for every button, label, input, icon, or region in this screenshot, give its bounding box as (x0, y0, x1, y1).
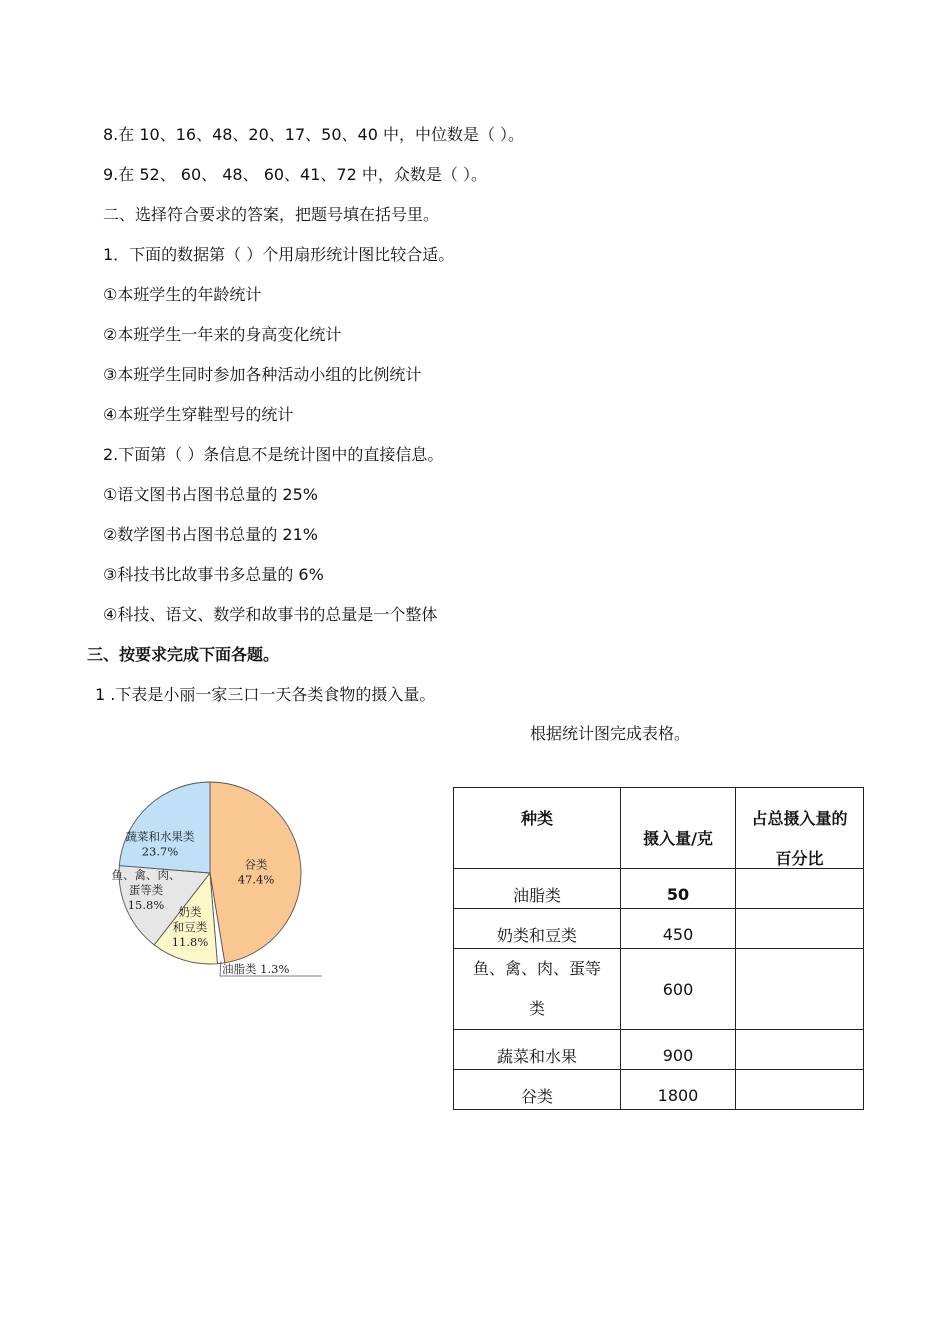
header-percent: 占总摄入量的 百分比 (736, 788, 864, 869)
pie-name-label: 和豆类 (172, 920, 208, 934)
table-row (454, 1030, 864, 1070)
cell-kind-line: 鱼、禽、肉、蛋等 (472, 959, 601, 978)
pie-name-label: 蛋等类 (128, 883, 164, 897)
option-1: ①语文图书占图书总量的 25% (103, 485, 318, 504)
pie-value-label: 47.4% (237, 872, 275, 887)
cell-amount: 1800 (621, 1070, 736, 1110)
cell-amount: 50 (621, 869, 736, 909)
cell-percent-blank[interactable] (736, 869, 864, 909)
food-intake-table (453, 787, 864, 1110)
cell-amount: 450 (621, 909, 736, 949)
table-row (454, 1070, 864, 1110)
section-3-question-1: 1 .下表是小丽一家三口一天各类食物的摄入量。 (95, 685, 436, 704)
section-2-heading: 二、选择符合要求的答案，把题号填在括号里。 (103, 205, 440, 224)
cell-kind: 油脂类 (454, 869, 621, 909)
header-amount: 摄入量/克 (621, 788, 736, 869)
section-3-heading: 三、按要求完成下面各题。 (87, 645, 280, 664)
table-row (454, 869, 864, 909)
question-8: 8.在 10、16、48、20、17、50、40 中，中位数是（ ）。 (103, 125, 525, 144)
pie-value-label: 11.8% (171, 935, 209, 949)
option-2: ②本班学生一年来的身高变化统计 (103, 325, 342, 344)
section-2-question-1: 1．下面的数据第（ ）个用扇形统计图比较合适。 (103, 245, 455, 264)
pie-slice (119, 782, 210, 873)
header-kind: 种类 (454, 788, 621, 869)
cell-percent-blank[interactable] (736, 1030, 864, 1070)
table-caption: 根据统计图完成表格。 (530, 724, 691, 743)
cell-kind (454, 949, 621, 1030)
pie-label-text: 油脂类 1.3% (222, 962, 290, 976)
cell-amount: 600 (621, 949, 736, 1030)
option-3: ③科技书比故事书多总量的 6% (103, 565, 324, 584)
option-4: ④科技、语文、数学和故事书的总量是一个整体 (103, 605, 438, 624)
table-row (454, 909, 864, 949)
pie-name-label: 谷类 (244, 857, 268, 872)
option-2: ②数学图书占图书总量的 21% (103, 525, 318, 544)
food-pie-chart (110, 780, 340, 990)
option-1: ①本班学生的年龄统计 (103, 285, 262, 304)
cell-percent-blank[interactable] (736, 909, 864, 949)
cell-percent-blank[interactable] (736, 949, 864, 1030)
pie-slice-label (220, 961, 322, 976)
question-9: 9.在 52、 60、 48、 60、41、72 中，众数是（ ）。 (103, 165, 487, 184)
table-header-row (454, 788, 864, 869)
cell-kind: 蔬菜和水果 (454, 1030, 621, 1070)
cell-percent-blank[interactable] (736, 1070, 864, 1110)
pie-name-label: 奶类 (178, 905, 202, 919)
cell-kind: 奶类和豆类 (454, 909, 621, 949)
pie-value-label: 23.7% (141, 844, 179, 859)
pie-name-label: 蔬菜和水果类 (125, 829, 195, 844)
pie-value-label: 15.8% (127, 898, 165, 912)
option-3: ③本班学生同时参加各种活动小组的比例统计 (103, 365, 422, 384)
section-2-question-2: 2.下面第（ ）条信息不是统计图中的直接信息。 (103, 445, 444, 464)
table-row (454, 949, 864, 1030)
pie-name-label: 鱼、禽、肉、 (111, 868, 181, 882)
cell-kind: 谷类 (454, 1070, 621, 1110)
cell-amount: 900 (621, 1030, 736, 1070)
cell-kind-line: 类 (528, 999, 545, 1018)
option-4: ④本班学生穿鞋型号的统计 (103, 405, 294, 424)
